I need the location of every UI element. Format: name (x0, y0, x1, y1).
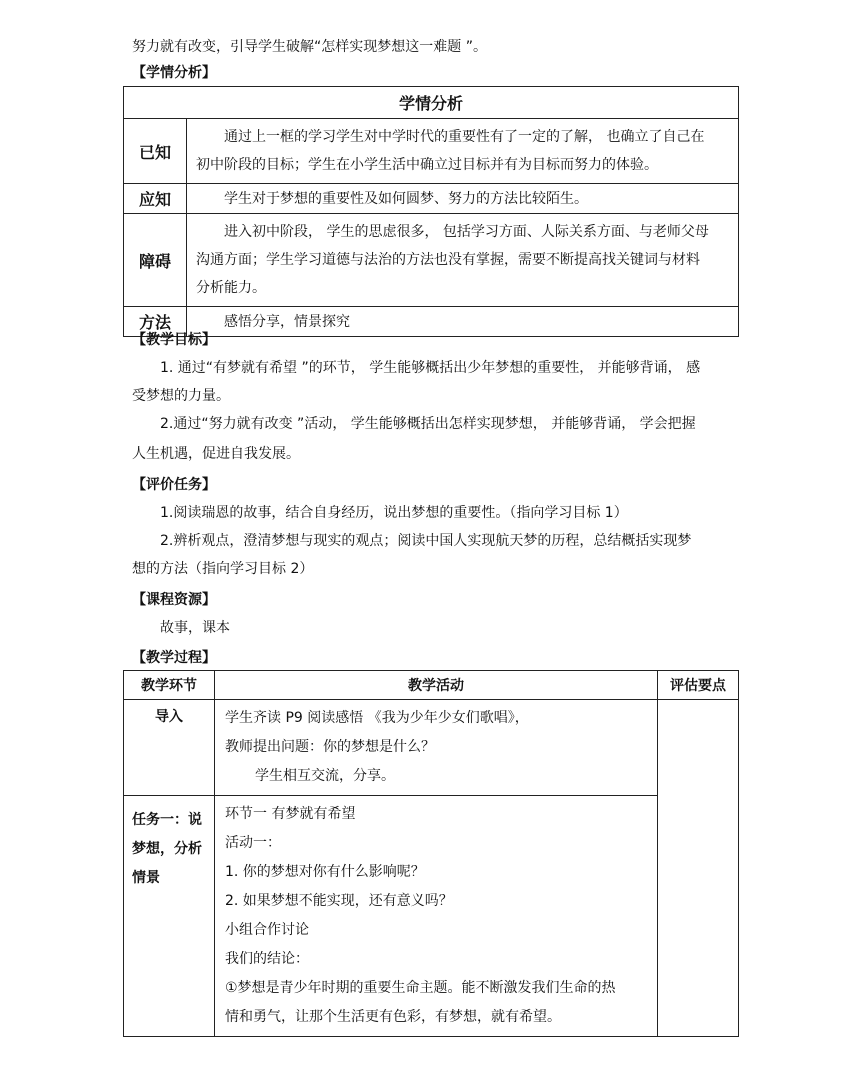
activity-line: ①梦想是青少年时期的重要生命主题。能不断激发我们生命的热 (225, 980, 616, 996)
goal-2-line-2: 人生机遇，促进自我发展。 (132, 446, 300, 462)
content-line: 通过上一框的学习学生对中学时代的重要性有了一定的了解， 也确立了自己在 (224, 129, 705, 145)
evaluation-tasks-heading: 【评价任务】 (132, 477, 216, 493)
activity-line: 学生齐读 P9 阅读感悟 《我为少年少女们歌唱》， (225, 710, 529, 726)
evaluation-task-1: 1.阅读瑞恩的故事，结合自身经历，说出梦想的重要性。（指向学习目标 1） (160, 505, 628, 521)
row-content-obstacle (187, 214, 739, 307)
course-resources-text: 故事，课本 (160, 620, 230, 636)
activity-line: 教师提出问题：你的梦想是什么？ (225, 739, 435, 755)
intro-continuation-text: 努力就有改变，引导学生破解“怎样实现梦想这一难题 ”。 (132, 39, 487, 55)
content-line: 感悟分享，情景探究 (224, 313, 350, 330)
content-line: 进入初中阶段， 学生的思虑很多， 包括学习方面、人际关系方面、与老师父母 (224, 224, 709, 240)
content-line: 分析能力。 (196, 280, 266, 296)
goal-2-line-1: 2.通过“努力就有改变 ”活动， 学生能够概括出怎样实现梦想， 并能够背诵， 学会把握 (160, 416, 696, 432)
column-header-activity: 教学活动 (215, 671, 658, 700)
row-label-should-know: 应知 (124, 184, 187, 214)
teaching-process-table (123, 670, 739, 1037)
teaching-process-heading: 【教学过程】 (132, 650, 216, 666)
content-line: 学生对于梦想的重要性及如何圆梦、努力的方法比较陌生。 (224, 190, 588, 207)
stage-line: 梦想，分析 (132, 841, 202, 857)
evaluation-task-2-line-2: 想的方法（指向学习目标 2） (132, 561, 314, 577)
learner-analysis-table (123, 86, 739, 337)
activity-line: 活动一： (225, 835, 281, 851)
evaluation-points-cell (658, 700, 739, 1037)
stage-line: 情景 (132, 870, 160, 886)
teaching-goals-heading: 【教学目标】 (132, 332, 216, 348)
activity-line: 情和勇气，让那个生活更有色彩，有梦想，就有希望。 (225, 1009, 561, 1025)
column-header-evaluation: 评估要点 (658, 671, 739, 700)
row-content-method (187, 307, 739, 337)
content-line: 初中阶段的目标；学生在小学生活中确立过目标并有为目标而努力的体验。 (196, 157, 658, 173)
activity-line: 小组合作讨论 (225, 922, 309, 938)
activity-intro (215, 700, 658, 796)
goal-1-line-2: 受梦想的力量。 (132, 388, 230, 404)
evaluation-task-2-line-1: 2.辨析观点，澄清梦想与现实的观点；阅读中国人实现航天梦的历程，总结概括实现梦 (160, 533, 692, 549)
row-content-should-know (187, 184, 739, 214)
activity-line: 1. 你的梦想对你有什么影响呢？ (225, 864, 425, 880)
course-resources-heading: 【课程资源】 (132, 592, 216, 608)
activity-line: 学生相互交流，分享。 (255, 768, 395, 784)
activity-line: 2. 如果梦想不能实现，还有意义吗？ (225, 893, 453, 909)
activity-line: 我们的结论： (225, 951, 309, 967)
stage-task-1 (124, 796, 215, 1037)
learner-analysis-table-title: 学情分析 (124, 87, 739, 119)
activity-line: 环节一 有梦就有希望 (225, 806, 356, 822)
activity-task-1 (215, 796, 658, 1037)
row-label-method: 方法 (124, 307, 187, 337)
learner-analysis-heading: 【学情分析】 (132, 65, 216, 81)
row-content-known (187, 119, 739, 184)
row-label-obstacle: 障碍 (124, 214, 187, 307)
stage-intro: 导入 (124, 700, 215, 796)
column-header-stage: 教学环节 (124, 671, 215, 700)
content-line: 沟通方面；学生学习道德与法治的方法也没有掌握，需要不断提高找关键词与材料 (196, 252, 700, 268)
goal-1-line-1: 1. 通过“有梦就有希望 ”的环节， 学生能够概括出少年梦想的重要性， 并能够背诵， 感 (160, 360, 701, 376)
row-label-known: 已知 (124, 119, 187, 184)
stage-line: 任务一：说 (132, 812, 202, 828)
